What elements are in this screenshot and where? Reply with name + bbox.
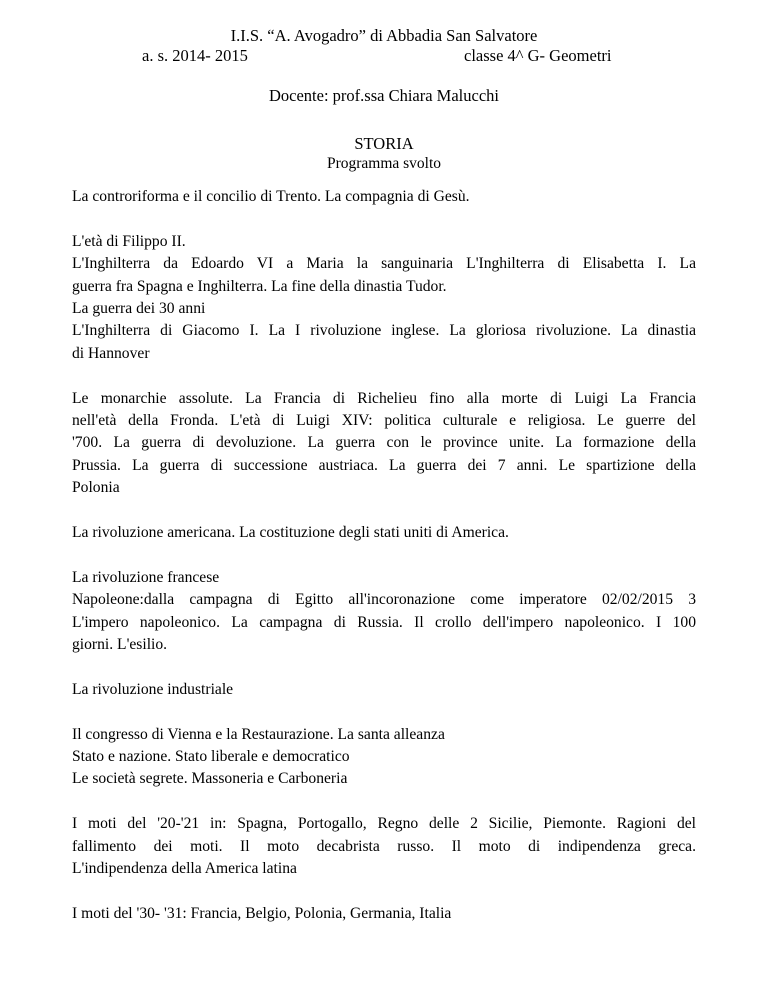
paragraph-gap: [72, 365, 696, 387]
paragraph-line: La rivoluzione francese: [72, 568, 220, 586]
school-name: I.I.S. “A. Avogadro” di Abbadia San Salvatore: [230, 26, 538, 45]
paragraph-line: Le società segrete. Massoneria e Carboneria: [72, 770, 348, 788]
paragraph: [72, 186, 696, 208]
paragraph-line: Il congresso di Vienna e la Restaurazione. La santa alleanza: [72, 725, 445, 743]
paragraph-line: fallimento dei moti. Il moto decabrista russo. Il moto di indipendenza greca.: [72, 837, 696, 855]
paragraph-line: di Hannover: [72, 344, 150, 362]
paragraph-line: I moti del '30- '31: Francia, Belgio, Polonia, Germania, Italia: [72, 904, 452, 922]
subject-subtitle: Programma svolto: [326, 155, 442, 172]
paragraph-line: L'Inghilterra di Giacomo I. La I rivoluzione inglese. La gloriosa rivoluzione. La dinastia: [72, 322, 696, 340]
paragraph-line: La rivoluzione industriale: [72, 680, 234, 698]
paragraph-line: nell'età della Fronda. L'età di Luigi XIV: politica culturale e religiosa. Le guerre del: [72, 412, 696, 430]
paragraph-line: Stato e nazione. Stato liberale e democratico: [72, 748, 350, 766]
paragraph-line: L'impero napoleonico. La campagna di Russia. Il crollo dell'impero napoleonico. I 100: [72, 613, 696, 631]
paragraph-gap: [72, 208, 696, 230]
paragraph-line: La rivoluzione americana. La costituzione degli stati uniti di America.: [72, 524, 509, 542]
paragraph-line: I moti del '20-'21 in: Spagna, Portogallo, Regno delle 2 Sicilie, Piemonte. Ragioni del: [72, 815, 696, 833]
subject-title: STORIA: [354, 134, 414, 153]
program-body: [72, 186, 696, 925]
paragraph-gap: [72, 500, 696, 522]
class-name: classe 4^ G- Geometri: [464, 46, 612, 65]
paragraph-line: L'indipendenza della America latina: [72, 860, 297, 878]
paragraph-line: '700. La guerra di devoluzione. La guerra con le province unite. La formazione della: [72, 434, 696, 452]
paragraph-line: Prussia. La guerra di successione austriaca. La guerra dei 7 anni. Le spartizione della: [72, 456, 696, 474]
paragraph-line: La guerra dei 30 anni: [72, 300, 206, 318]
page-content: [72, 26, 696, 925]
paragraph-line: giorni. L'esilio.: [72, 636, 168, 654]
paragraph-line: Napoleone:dalla campagna di Egitto all'incoronazione come imperatore 02/02/2015 3: [72, 591, 696, 609]
paragraph: [72, 724, 696, 791]
year-class-line: [72, 46, 696, 66]
paragraph-gap: [72, 880, 696, 902]
paragraph-line: Le monarchie assolute. La Francia di Richelieu fino alla morte di Luigi La Francia: [72, 389, 696, 407]
paragraph-line: L'età di Filippo II.: [72, 232, 186, 250]
paragraph: [72, 813, 696, 880]
paragraph: [72, 388, 696, 500]
teacher-name: Docente: prof.ssa Chiara Malucchi: [268, 86, 499, 105]
document-header: [72, 26, 696, 66]
paragraph-line: Polonia: [72, 479, 120, 497]
paragraph-gap: [72, 656, 696, 678]
paragraph: [72, 903, 696, 925]
paragraph-gap: [72, 701, 696, 723]
paragraph-line: La controriforma e il concilio di Trento. La compagnia di Gesù.: [72, 188, 470, 205]
paragraph-gap: [72, 791, 696, 813]
paragraph: [72, 231, 696, 365]
paragraph: [72, 522, 696, 544]
paragraph-line: L'Inghilterra da Edoardo VI a Maria la sanguinaria L'Inghilterra di Elisabetta I. La: [72, 255, 696, 273]
paragraph-line: guerra fra Spagna e Inghilterra. La fine della dinastia Tudor.: [72, 277, 447, 295]
paragraph: [72, 567, 696, 657]
school-year: a. s. 2014- 2015: [142, 46, 248, 65]
paragraph-gap: [72, 544, 696, 566]
paragraph: [72, 679, 696, 701]
